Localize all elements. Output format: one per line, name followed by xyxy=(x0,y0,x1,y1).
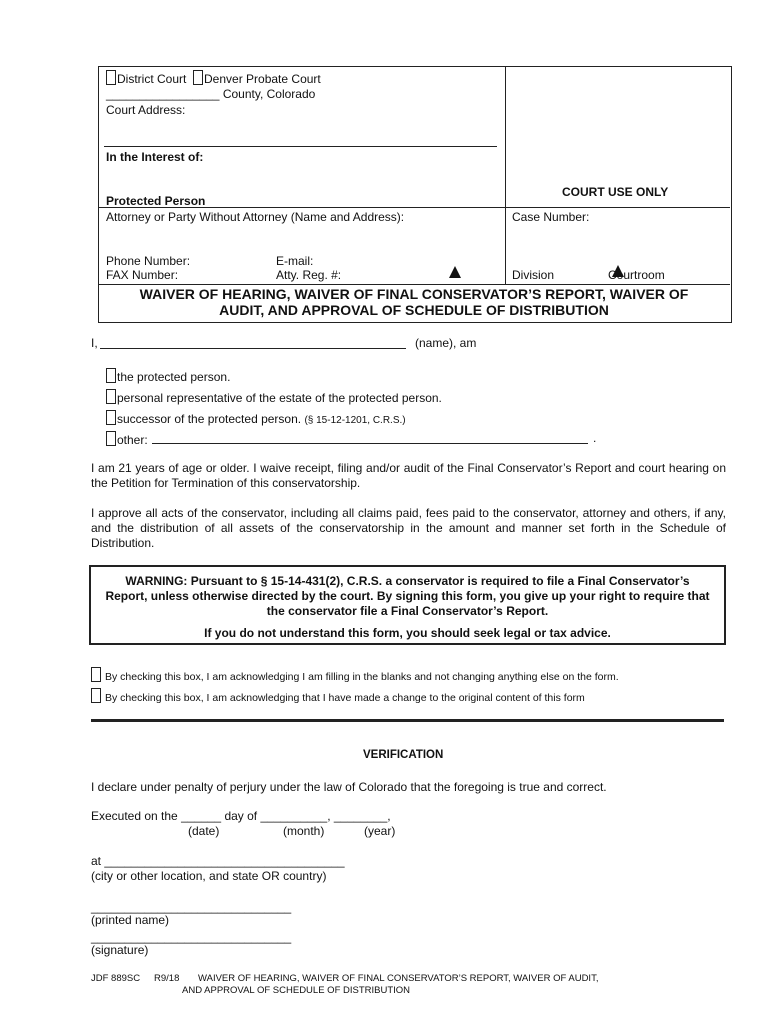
form-title xyxy=(98,286,730,318)
in-interest-label: In the Interest of: xyxy=(106,150,204,164)
intro-suffix: (name), am xyxy=(415,336,477,350)
date-caption: (date) xyxy=(188,824,220,838)
signature-line[interactable]: ______________________________ xyxy=(91,930,292,944)
location-caption: (city or other location, and state OR country) xyxy=(91,869,327,883)
executed-line[interactable]: Executed on the ______ day of __________, ________, xyxy=(91,809,391,823)
role-label: the protected person. xyxy=(117,370,231,384)
county-blank[interactable]: _________________ xyxy=(106,87,220,101)
footer-title-line1: WAIVER OF HEARING, WAIVER OF FINAL CONSERVATOR’S REPORT, WAIVER OF AUDIT, xyxy=(198,973,599,984)
approval-paragraph: I approve all acts of the conservator, including all claims paid, fees paid to the conservator, attorney and others, if any, and the distribution of all assets of the conservatorship in the amount and manner set forth in the Schedule of Distribution. xyxy=(91,506,726,550)
role-option xyxy=(106,368,230,384)
triangle-marker-icon xyxy=(449,266,461,278)
court-address-label: Court Address: xyxy=(106,103,186,117)
role-option xyxy=(106,410,406,426)
signature-caption: (signature) xyxy=(91,943,149,957)
role-checkbox[interactable] xyxy=(106,389,116,404)
role-checkbox[interactable] xyxy=(106,431,116,446)
role-option xyxy=(106,389,442,405)
warning-box xyxy=(89,565,726,645)
footer-revision: R9/18 xyxy=(154,973,180,984)
caption-divider-vertical xyxy=(505,66,506,284)
courtroom-label: Courtroom xyxy=(608,268,665,282)
court-address-underline xyxy=(104,146,497,147)
attorney-label: Attorney or Party Without Attorney (Name and Address): xyxy=(106,210,405,224)
role-checkbox[interactable] xyxy=(106,410,116,425)
case-number-label: Case Number: xyxy=(512,210,590,224)
ack-unchanged-checkbox[interactable] xyxy=(91,667,101,682)
role-option xyxy=(106,431,148,447)
court-use-only: COURT USE ONLY xyxy=(562,185,669,199)
caption-divider-title xyxy=(98,284,730,285)
role-label: personal representative of the estate of the protected person. xyxy=(117,391,442,405)
role-label: other: xyxy=(117,433,148,447)
ack-unchanged-label: By checking this box, I am acknowledging I am filling in the blanks and not changing anything else on the form. xyxy=(105,671,619,683)
footer-title-line2: AND APPROVAL OF SCHEDULE OF DISTRIBUTION xyxy=(182,985,411,996)
triangle-marker-icon xyxy=(612,265,624,277)
other-role-blank[interactable] xyxy=(152,443,588,444)
phone-label: Phone Number: xyxy=(106,254,191,268)
probate-court-label: Denver Probate Court xyxy=(204,72,321,86)
location-line[interactable]: at ____________________________________ xyxy=(91,854,345,868)
county-line xyxy=(106,87,315,101)
acknowledgement-unchanged xyxy=(91,667,619,683)
role-label: successor of the protected person. xyxy=(117,412,302,426)
ack-changed-label: By checking this box, I am acknowledging that I have made a change to the original content of this form xyxy=(105,692,585,704)
probate-court-checkbox[interactable] xyxy=(193,70,203,85)
verification-declaration: I declare under penalty of perjury under the law of Colorado that the foregoing is true and correct. xyxy=(91,780,607,794)
verification-title: VERIFICATION xyxy=(363,749,444,761)
warning-text: WARNING: Pursuant to § 15-14-431(2), C.R.S. a conservator is required to file a Final Conservator’s Report, unless otherwise directed by the court. By signing this form, you give up your right to require that the conservator file a Final Conservator’s Report. xyxy=(105,574,710,618)
role-statute-note: (§ 15-12-1201, C.R.S.) xyxy=(304,415,406,426)
court-selection xyxy=(106,70,321,86)
form-title-line1: WAIVER OF HEARING, WAIVER OF FINAL CONSERVATOR’S REPORT, WAIVER OF xyxy=(139,286,689,302)
ack-changed-checkbox[interactable] xyxy=(91,688,101,703)
footer-form-id: JDF 889SC xyxy=(91,973,141,984)
section-divider xyxy=(91,719,724,722)
other-role-period: . xyxy=(593,431,597,445)
district-court-label: District Court xyxy=(117,72,187,86)
division-label: Division xyxy=(512,268,555,282)
waiver-paragraph: I am 21 years of age or older. I waive receipt, filing and/or audit of the Final Conservator’s Report and court hearing on the Petition for Termination of this conservatorship. xyxy=(91,461,726,490)
acknowledgement-changed xyxy=(91,688,585,704)
atty-reg-label: Atty. Reg. #: xyxy=(276,268,342,282)
role-checkbox[interactable] xyxy=(106,368,116,383)
name-blank[interactable] xyxy=(100,348,406,349)
warning-advice: If you do not understand this form, you should seek legal or tax advice. xyxy=(204,626,611,640)
district-court-checkbox[interactable] xyxy=(106,70,116,85)
email-label: E-mail: xyxy=(276,254,314,268)
printed-name-caption: (printed name) xyxy=(91,913,170,927)
printed-name-line[interactable]: ______________________________ xyxy=(91,900,292,914)
year-caption: (year) xyxy=(364,824,396,838)
month-caption: (month) xyxy=(283,824,325,838)
protected-person-label: Protected Person xyxy=(106,194,206,208)
intro-prefix: I, xyxy=(91,336,98,350)
fax-label: FAX Number: xyxy=(106,268,179,282)
county-suffix: County, Colorado xyxy=(222,87,316,101)
form-title-line2: AUDIT, AND APPROVAL OF SCHEDULE OF DISTRIBUTION xyxy=(219,302,609,318)
